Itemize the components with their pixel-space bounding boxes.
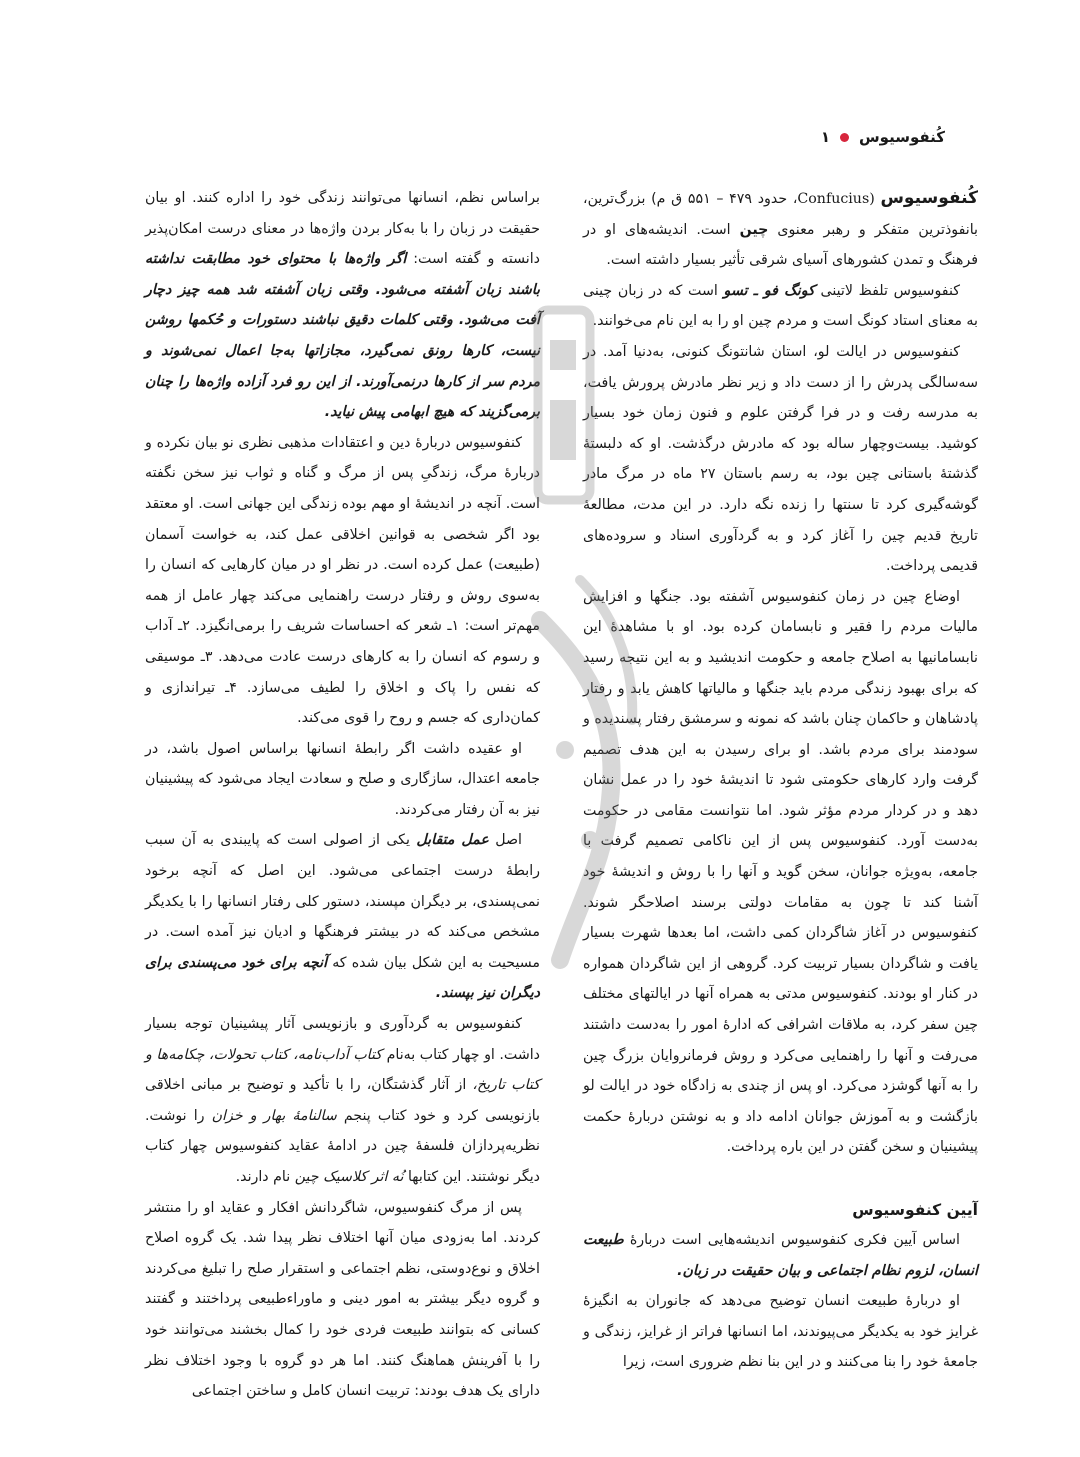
left-column: [145, 183, 540, 1407]
biography-paragraph: کنفوسیوس در ایالت لو، استان شانتونگ کنونی، به‌دنیا آمد. در سه‌سالگی پدرش را از دست داد و زیر نظر مادرش پرورش یافت، به مدرسه رفت و در فرا گرفتن علوم و فنون زمان خود بسیار کوشید. بیست‌وچهار ساله بود که مادرش درگذشت. او که دلبستهٔ گذشتهٔ باستانی چین بود، به رسم باستان ۲۷ ماه در مرگ مادر گوشه‌گیری کرد تا سنتها را زنده نگه دارد. در این مدت، مطالعهٔ تاریخ قدیم چین را آغاز کرد و به گردآوری اسناد و سروده‌های قدیمی پرداخت.: [583, 343, 979, 575]
header-dot-icon: [840, 133, 849, 142]
spring-autumn-title: سالنامهٔ بهار و خزان: [211, 1107, 337, 1124]
language-text: براساس نظم، انسانها می‌توانند زندگی خود را اداره کنند. او بیان حقیقت در زبان را با به‌کار بردن واژه‌ها در معنای درست امکان‌پذیر دانسته و گفته است:: [145, 190, 540, 268]
nine-classics-title: نُه اثر کلاسیک چین: [294, 1169, 404, 1185]
books-text-b: از آثار گذشتگان، را با تأکید و توضیح بر مبانی اخلاقی بازنویسی کرد و خود کتاب پنجم: [145, 1077, 540, 1124]
name-paragraph: [583, 276, 978, 337]
books-text-c: را نوشت. نظریه‌پردازان فلسفهٔ چین در ادامهٔ عقاید کنفوسیوس چهار کتاب دیگر نوشتند. این کتابها: [145, 1107, 540, 1185]
reciprocity-paragraph: [145, 825, 540, 1009]
golden-rule-quote: آنچه برای خود می‌پسندی برای دیگران نیز بپسند.: [145, 954, 540, 1002]
lead-latin: (Confucius،: [792, 191, 875, 207]
doctrine-paragraph: [583, 1225, 978, 1286]
relations-paragraph: او عقیده داشت اگر رابطهٔ انسانها براساس اصول باشد، در جامعه اعتدال، سازگاری و صلح و سعادت ایجاد می‌شود که پیشینیان نیز به آن رفتار می‌کردند.: [145, 740, 540, 818]
lead-dates: حدود ۴۷۹ – ۵۵۱ ق م): [651, 191, 788, 207]
books-paragraph: [145, 1009, 540, 1193]
human-nature-paragraph: او دربارهٔ طبیعت انسان توضیح می‌دهد که جانوران به انگیزهٔ غرایز خود به یکدیگر می‌پیوندند، اما انسانها فراتر از غرایز، زندگی و جامعهٔ خود را بنا می‌کنند و در این بنا نظم ضروری است، زیرا: [583, 1293, 978, 1371]
religion-paragraph: کنفوسیوس دربارهٔ دین و اعتقادات مذهبی نظری نو بیان نکرده و دربارهٔ مرگ، زندگیِ پس از مرگ و گناه و ثواب نیز سخن نگفته است. آنچه در اندیشهٔ او مهم بوده زندگی این جهانی است. او معتقد بود اگر شخصی به قوانین اخلاقی عمل کند، به خواست آسمان (طبیعت) عمل کرده است. در نظر او در میان کارهایی که انسان را به‌سوی روش و رفتار درست راهنمایی می‌کند چهار عامل از همه مهم‌تر است: ۱ـ شعر که احساسات شریف را برمی‌انگیزد. ۲ـ آداب و رسوم که انسان را به کارهای درست عادت می‌دهد. ۳ـ موسیقی که نفس را پاک و اخلاق را لطیف می‌سازد. ۴ـ تیراندازی و کمان‌داری که جسم و روح را قوی می‌کند.: [145, 434, 541, 727]
intro-paragraph: [583, 183, 978, 276]
books-text-a: کنفوسیوس به گردآوری و بازنویسی آثار پیشینیان توجه بسیار داشت. او چهار کتاب به‌نام: [145, 1016, 540, 1063]
right-column: [583, 183, 978, 1378]
language-paragraph: [145, 183, 540, 428]
name-text-a: کنفوسیوس تلفظ لاتینی: [820, 282, 960, 299]
reciprocity-term: عمل متقابل: [416, 832, 489, 849]
doctrine-text: اساس آیین فکری کنفوسیوس اندیشه‌هایی است دربارهٔ: [629, 1232, 960, 1248]
running-header: [135, 122, 945, 152]
books-titles: کتاب آداب‌نامه، کتاب تحولات، چکامه‌ها و کتاب تاریخ،: [145, 1046, 540, 1094]
china-term: چین: [739, 221, 769, 238]
reciprocity-text-b: یکی از اصولی است که پایبندی به آن سبب رابطهٔ درست اجتماعی می‌شود. این اصل که آنچه برخود نمی‌پسندی، بر دیگران مپسند، دستور کلی رفتار انسانها را با یکدیگر مشخص می‌کند که در بیشتر فرهنگها و ادیان نیز آمده است. در مسیحیت به این شکل بیان شده که: [145, 832, 540, 971]
intro-text-b: است. اندیشه‌های او در فرهنگ و تمدن کشورهای آسیای شرقی تأثیر بسیار داشته است.: [583, 221, 978, 269]
kong-fu-tzu-term: کونگ فو ـ تسو: [723, 282, 815, 299]
section-title: آیین کنفوسیوس: [852, 1201, 978, 1219]
lead-term: کُنفوسیوس: [880, 188, 978, 208]
language-quote: اگر واژه‌ها با محتوای خود مطابقت نداشته باشند زبان آشفته می‌شود. وقتی زبان آشفته شد همه چیز دچار آفت می‌شود. وقتی کلمات دقیق نباشند دستورات و حُکمها روشن نیست، کارها رونق نمی‌گیرد، مجازاتها به‌جا اعمال نمی‌شوند و مردم سر از کارها درنمی‌آورند. از این رو فرد آزاده واژه‌ها را چنان برمی‌گزیند که هیچ ابهامی پیش نیاید.: [145, 251, 540, 421]
name-text-b: است که در زبان چینی به معنای استاد کونگ است و مردم چین او را به این نام می‌خوانند.: [583, 282, 978, 330]
books-text-d: نام دارند.: [235, 1169, 291, 1185]
header-title: کُنفوسیوس: [858, 128, 945, 146]
doctrine-emphasis: طبیعت انسان، لزوم نظام اجتماعی و بیان حقیقت در زبان.: [583, 1232, 978, 1279]
disciples-paragraph: پس از مرگ کنفوسیوس، شاگردانش افکار و عقاید او را منتشر کردند. اما به‌زودی میان آنها اختلاف نظر پیدا شد. یک گروه اصلاح اخلاق و نوع‌دوستی، نظم اجتماعی و استقرار صلح را تبلیغ می‌کردند و گروه دیگر بیشتر به امور دینی و ماوراءطبیعی پرداختند و گفتند کسانی که بتوانند طبیعت فردی خود را کمال بخشند می‌توانند خود را با آفرینش هماهنگ کنند. اما هر دو گروه با وجود اختلاف نظر دارای یک هدف بودند: تربیت انسان کامل و ساختن اجتماعی: [145, 1199, 540, 1400]
china-situation-paragraph: اوضاع چین در زمان کنفوسیوس آشفته بود. جنگها و افزایش مالیات مردم را فقیر و نابسامان کرده بود. او با مشاهدهٔ این نابسامانیها به اصلاح جامعه و حکومت اندیشید و به این نتیجه رسید که برای بهبود زندگی مردم باید جنگها و مالیاتها کاهش یابد و رفتار پادشاهان و حاکمان چنان باشد که نمونه و سرمشق رفتار پسندیده و سودمند برای مردم باشد. او برای رسیدن به این هدف تصمیم گرفت وارد کارهای حکومتی شود تا اندیشهٔ خود را در عمل نشان دهد و در کردار مردم مؤثر شود. اما نتوانست مقامی در حکومت به‌دست آورد. کنفوسیوس پس از این ناکامی تصمیم گرفت با جامعه، به‌ویژه جوانان، سخن گوید و آنها را با روش و اندیشهٔ خود آشنا کند تا چون به مقامات دولتی برسند اصلاحگر شوند. کنفوسیوس در آغاز شاگردان کمی داشت، اما بعدها شهرت بسیار یافت و شاگردان بسیار تربیت کرد. گروهی از این شاگردان همواره در کنار او بودند. کنفوسیوس مدتی به همراه آنها در ایالتهای مختلف چین سفر کرد، به ملاقات اشرافی که ادارهٔ امور را به‌دست داشتند می‌رفت و آنها را راهنمایی می‌کرد و روش فرمانروایان بزرگ چین را به آنها گوشزد می‌کرد. او پس از چندی به زادگاه خود در ایالت لو بازگشت و به آموزش جوانان ادامه داد و به نوشتن دربارهٔ حکمت پیشینیان و سخن گفتن در این باره پرداخت.: [583, 588, 978, 1156]
reciprocity-text-a: اصل: [495, 832, 522, 849]
page-number: ۱: [820, 128, 830, 146]
intro-text-a: بزرگ‌ترین، بانفوذترین متفکر و رهبر معنوی: [583, 191, 978, 238]
